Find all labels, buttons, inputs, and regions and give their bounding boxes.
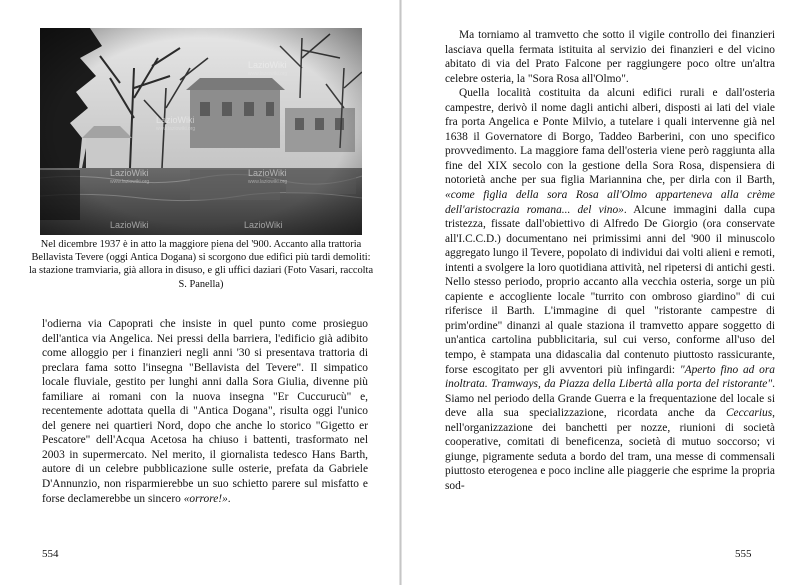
right-page xyxy=(401,0,800,585)
svg-text:www.laziowiki.org: www.laziowiki.org xyxy=(248,71,288,77)
right-paragraph-2: Quella località costituita da alcuni edifici rurali e dall'osteria campestre, derivò il nome dagli antichi alberi, disposti ai lati del viale fra porta Angelica e Ponte Milvio, a tutelare i quali intervenne già nel 1638 il Governatore di Borgo, Taddeo Barberini, con uno specifico provvedimento. La maggiore fama dell'osteria viene però raggiunta alla fine del XIX secolo con la gestione della Sora Rosa, dispensiera di notorietà anche per sua figlia Mariannina che, per dirla con il Barth, «come figlia della sora Rosa all'Olmo appartenevа alla crème dell'aristocrazia romana... del vino». Alcune immagini dalla cupa tristezza, fissate dall'obiettivo di Alfredo De Giorgio (ora conservate all'I.C.C.D.) documentano nei primissimi anni del '900 il minuscolo aggregato lungo il Tevere, popolato di individui dai volti alieni e remoti, intenti a svolgere la loro quotidiana attività, nel ripetersi di antichi gesti. Nello stesso periodo, proprio accanto alla vecchia osteria, sorge un più capiente e accogliente locale "turrito con ombroso giardino" di cui riferisce il Barth. L'immagine di quel "ristorante campestre di prim'ordine" dinanzi al quale staziona il tramvetto appare soggetto di un'antica cartolina pubblicitaria, sul cui verso, conforme all'uso del tempo, è stampata una didascalia dal contenuto piuttosto rassicurante, forse escogitato per gli avventori più infingardi: "Aperto fino ad ora inoltrata. Tramways, da Piazza della Libertà alla porta del ristorante". Siamo nel periodo della Grande Guerra e la frequentazione del locale si deve alla sua specializzazione, ricordata anche da Ceccarius, nell'organizzazione dei banchetti per nozze, riunioni di società cooperative, comitati di beneficenza, società di mutuo soccorso; vi giunge, pigramente seduta a bordo del tram, una messe di commensali piuttosto eterogenea e poco incline alle piaggerie che esprime la propria sod- xyxy=(445,87,775,492)
svg-text:LazioWiki: LazioWiki xyxy=(156,115,195,125)
photo-image xyxy=(40,28,362,235)
svg-text:LazioWiki: LazioWiki xyxy=(110,168,149,178)
svg-text:www.laziowiki.org: www.laziowiki.org xyxy=(110,179,150,185)
svg-text:LazioWiki: LazioWiki xyxy=(110,220,149,230)
svg-text:LazioWiki: LazioWiki xyxy=(248,168,287,178)
left-paragraph: l'odierna via Capoprati che insiste in quel punto come prosieguo dell'antica via Angelica. Nei pressi della barriera, l'edificio già adibito come alloggio per i finanzieri negli anni '30 si presentava trattoria di preclara fama sotto l'insegna "Bellavista del Tevere". Il simpatico locale fluviale, gestito per lunghi anni dalla Sora Giulia, divenne più familiare ai romani con la nuova insegna "Er Cuccurucù" e, recentemente adottata quella di "Antica Dogana", risulta oggi l'unico del genere nei quartieri Nord, dopo che anche lo storico "Gigetto er Pescatore" dell'Acqua Acetosa ha chiuso i battenti, trasformato nel 2003 in supermercato. Nel merito, il giornalista tedesco Hans Barth, autore di un celebre pubblicazione sulle osterie, prefata da Gabriele D'Annunzio, non risparmierebbe un suo schietto parere sul misfatto e forse declamerebbe un sincero «orrore!». xyxy=(42,318,368,505)
left-body-text xyxy=(42,317,368,506)
svg-text:LazioWiki: LazioWiki xyxy=(244,220,283,230)
page-number-right: 555 xyxy=(735,548,752,560)
svg-text:www.laziowiki.org: www.laziowiki.org xyxy=(248,179,288,185)
right-paragraph-1: Ma torniamo al tramvetto che sotto il vigile controllo dei finanzieri lasciava quella fermata istituita al servizio dei finanzieri e del vicino abitato di via del Prato Falcone per raggiungere poco oltre un'altra celebre osteria, la "Sora Rosa all'Olmo". xyxy=(445,29,775,85)
svg-text:LazioWiki: LazioWiki xyxy=(248,60,287,70)
photo-caption: Nel dicembre 1937 è in atto la maggiore piena del '900. Accanto alla trattoria Bellavista Tevere (oggi Antica Dogana) si scorgono due edifici più tardi demoliti: la stazione tramviaria, già allora in disuso, e gli uffici daziari (Foto Vasari, raccolta S. Panella) xyxy=(28,239,374,290)
page-number-left: 554 xyxy=(42,548,59,560)
svg-text:www.laziowiki.org: www.laziowiki.org xyxy=(156,126,196,132)
historic-flood-photo xyxy=(40,28,362,235)
right-body-text xyxy=(445,28,775,494)
